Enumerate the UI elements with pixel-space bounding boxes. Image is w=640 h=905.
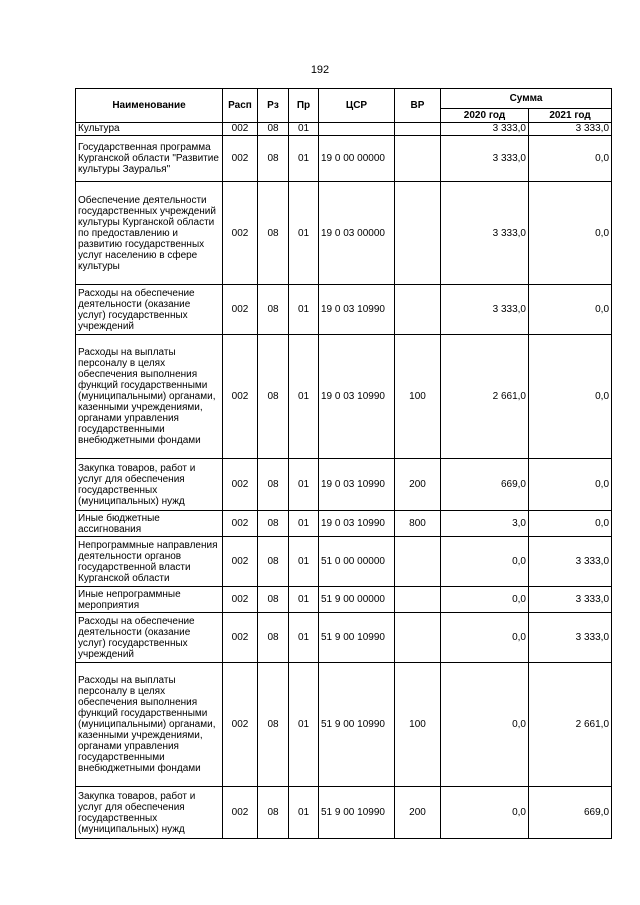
table-row [76, 537, 612, 587]
header-rasp: Расп [223, 89, 258, 123]
row-csr: 19 0 03 10990 [319, 511, 395, 537]
row-vr: 100 [395, 335, 441, 459]
row-sum-2021: 3 333,0 [529, 613, 612, 663]
row-csr [319, 123, 395, 136]
row-sum-2020: 669,0 [441, 459, 529, 511]
row-rz: 08 [258, 511, 289, 537]
table-row [76, 459, 612, 511]
row-rasp: 002 [223, 537, 258, 587]
row-vr: 800 [395, 511, 441, 537]
row-csr: 19 0 03 10990 [319, 335, 395, 459]
table-row [76, 587, 612, 613]
row-name: Расходы на обеспечение деятельности (оказание услуг) государственных учреждений [76, 613, 223, 663]
row-pr: 01 [289, 459, 319, 511]
table-row [76, 787, 612, 839]
row-rz: 08 [258, 136, 289, 182]
table-row [76, 285, 612, 335]
row-pr: 01 [289, 613, 319, 663]
row-rz: 08 [258, 335, 289, 459]
row-sum-2020: 0,0 [441, 787, 529, 839]
header-csr: ЦСР [319, 89, 395, 123]
row-vr: 100 [395, 663, 441, 787]
row-pr: 01 [289, 335, 319, 459]
row-vr [395, 613, 441, 663]
row-sum-2021: 0,0 [529, 511, 612, 537]
row-sum-2021: 0,0 [529, 136, 612, 182]
row-sum-2021: 669,0 [529, 787, 612, 839]
row-vr [395, 285, 441, 335]
row-sum-2020: 3 333,0 [441, 285, 529, 335]
table-row [76, 511, 612, 537]
table-row [76, 136, 612, 182]
header-sum: Сумма [441, 89, 612, 109]
row-rasp: 002 [223, 123, 258, 136]
row-vr: 200 [395, 459, 441, 511]
row-sum-2021: 0,0 [529, 335, 612, 459]
row-sum-2020: 3,0 [441, 511, 529, 537]
row-sum-2021: 3 333,0 [529, 123, 612, 136]
row-rasp: 002 [223, 335, 258, 459]
row-csr: 19 0 03 10990 [319, 285, 395, 335]
table-row [76, 182, 612, 285]
row-rasp: 002 [223, 613, 258, 663]
row-sum-2020: 3 333,0 [441, 136, 529, 182]
row-vr [395, 123, 441, 136]
row-pr: 01 [289, 511, 319, 537]
row-sum-2021: 0,0 [529, 285, 612, 335]
row-csr: 51 9 00 10990 [319, 663, 395, 787]
row-rasp: 002 [223, 587, 258, 613]
header-name: Наименование [76, 89, 223, 123]
row-name: Иные бюджетные ассигнования [76, 511, 223, 537]
row-pr: 01 [289, 587, 319, 613]
row-rz: 08 [258, 613, 289, 663]
table-row [76, 613, 612, 663]
row-rasp: 002 [223, 459, 258, 511]
row-name: Закупка товаров, работ и услуг для обеспечения государственных (муниципальных) нужд [76, 787, 223, 839]
row-rasp: 002 [223, 663, 258, 787]
row-vr [395, 136, 441, 182]
row-sum-2020: 3 333,0 [441, 123, 529, 136]
row-csr: 51 0 00 00000 [319, 537, 395, 587]
row-sum-2021: 2 661,0 [529, 663, 612, 787]
row-sum-2021: 3 333,0 [529, 537, 612, 587]
row-pr: 01 [289, 537, 319, 587]
row-rasp: 002 [223, 511, 258, 537]
row-csr: 51 9 00 10990 [319, 787, 395, 839]
row-name: Культура [76, 123, 223, 136]
row-sum-2021: 0,0 [529, 459, 612, 511]
row-rasp: 002 [223, 182, 258, 285]
row-rz: 08 [258, 459, 289, 511]
row-vr: 200 [395, 787, 441, 839]
row-sum-2020: 2 661,0 [441, 335, 529, 459]
row-sum-2021: 3 333,0 [529, 587, 612, 613]
row-rz: 08 [258, 123, 289, 136]
row-rasp: 002 [223, 136, 258, 182]
row-name: Расходы на обеспечение деятельности (оказание услуг) государственных учреждений [76, 285, 223, 335]
row-rz: 08 [258, 587, 289, 613]
row-csr: 19 0 03 10990 [319, 459, 395, 511]
row-name: Обеспечение деятельности государственных учреждений культуры Курганской области по предоставлению и развитию государственных услуг населению в сфере культуры [76, 182, 223, 285]
table-row [76, 123, 612, 136]
row-rasp: 002 [223, 285, 258, 335]
budget-table [75, 88, 612, 839]
row-sum-2021: 0,0 [529, 182, 612, 285]
row-pr: 01 [289, 136, 319, 182]
row-rz: 08 [258, 537, 289, 587]
row-csr: 51 9 00 00000 [319, 587, 395, 613]
row-rz: 08 [258, 182, 289, 285]
row-sum-2020: 0,0 [441, 613, 529, 663]
header-rz: Рз [258, 89, 289, 123]
row-vr [395, 537, 441, 587]
row-sum-2020: 0,0 [441, 663, 529, 787]
row-pr: 01 [289, 663, 319, 787]
row-pr: 01 [289, 285, 319, 335]
row-rz: 08 [258, 285, 289, 335]
row-name: Расходы на выплаты персоналу в целях обеспечения выполнения функций государственными (муниципальными) органами, казенными учреждениями, органами управления государственными внебюджетными фондами [76, 335, 223, 459]
row-sum-2020: 3 333,0 [441, 182, 529, 285]
row-pr: 01 [289, 123, 319, 136]
header-year-2020: 2020 год [441, 109, 529, 123]
row-vr [395, 587, 441, 613]
row-csr: 19 0 03 00000 [319, 182, 395, 285]
row-csr: 51 9 00 10990 [319, 613, 395, 663]
row-rz: 08 [258, 663, 289, 787]
table-row [76, 663, 612, 787]
header-vr: ВР [395, 89, 441, 123]
row-name: Иные непрограммные мероприятия [76, 587, 223, 613]
row-pr: 01 [289, 787, 319, 839]
row-csr: 19 0 00 00000 [319, 136, 395, 182]
row-name: Закупка товаров, работ и услуг для обеспечения государственных (муниципальных) нужд [76, 459, 223, 511]
row-name: Непрограммные направления деятельности органов государственной власти Курганской области [76, 537, 223, 587]
row-sum-2020: 0,0 [441, 587, 529, 613]
row-sum-2020: 0,0 [441, 537, 529, 587]
row-rz: 08 [258, 787, 289, 839]
table-row [76, 335, 612, 459]
row-name: Государственная программа Курганской области "Развитие культуры Зауралья" [76, 136, 223, 182]
row-name: Расходы на выплаты персоналу в целях обеспечения выполнения функций государственными (муниципальными) органами, казенными учреждениями, органами управления государственными внебюджетными фондами [76, 663, 223, 787]
header-pr: Пр [289, 89, 319, 123]
page-number: 192 [310, 64, 330, 76]
header-year-2021: 2021 год [529, 109, 612, 123]
row-rasp: 002 [223, 787, 258, 839]
row-pr: 01 [289, 182, 319, 285]
row-vr [395, 182, 441, 285]
